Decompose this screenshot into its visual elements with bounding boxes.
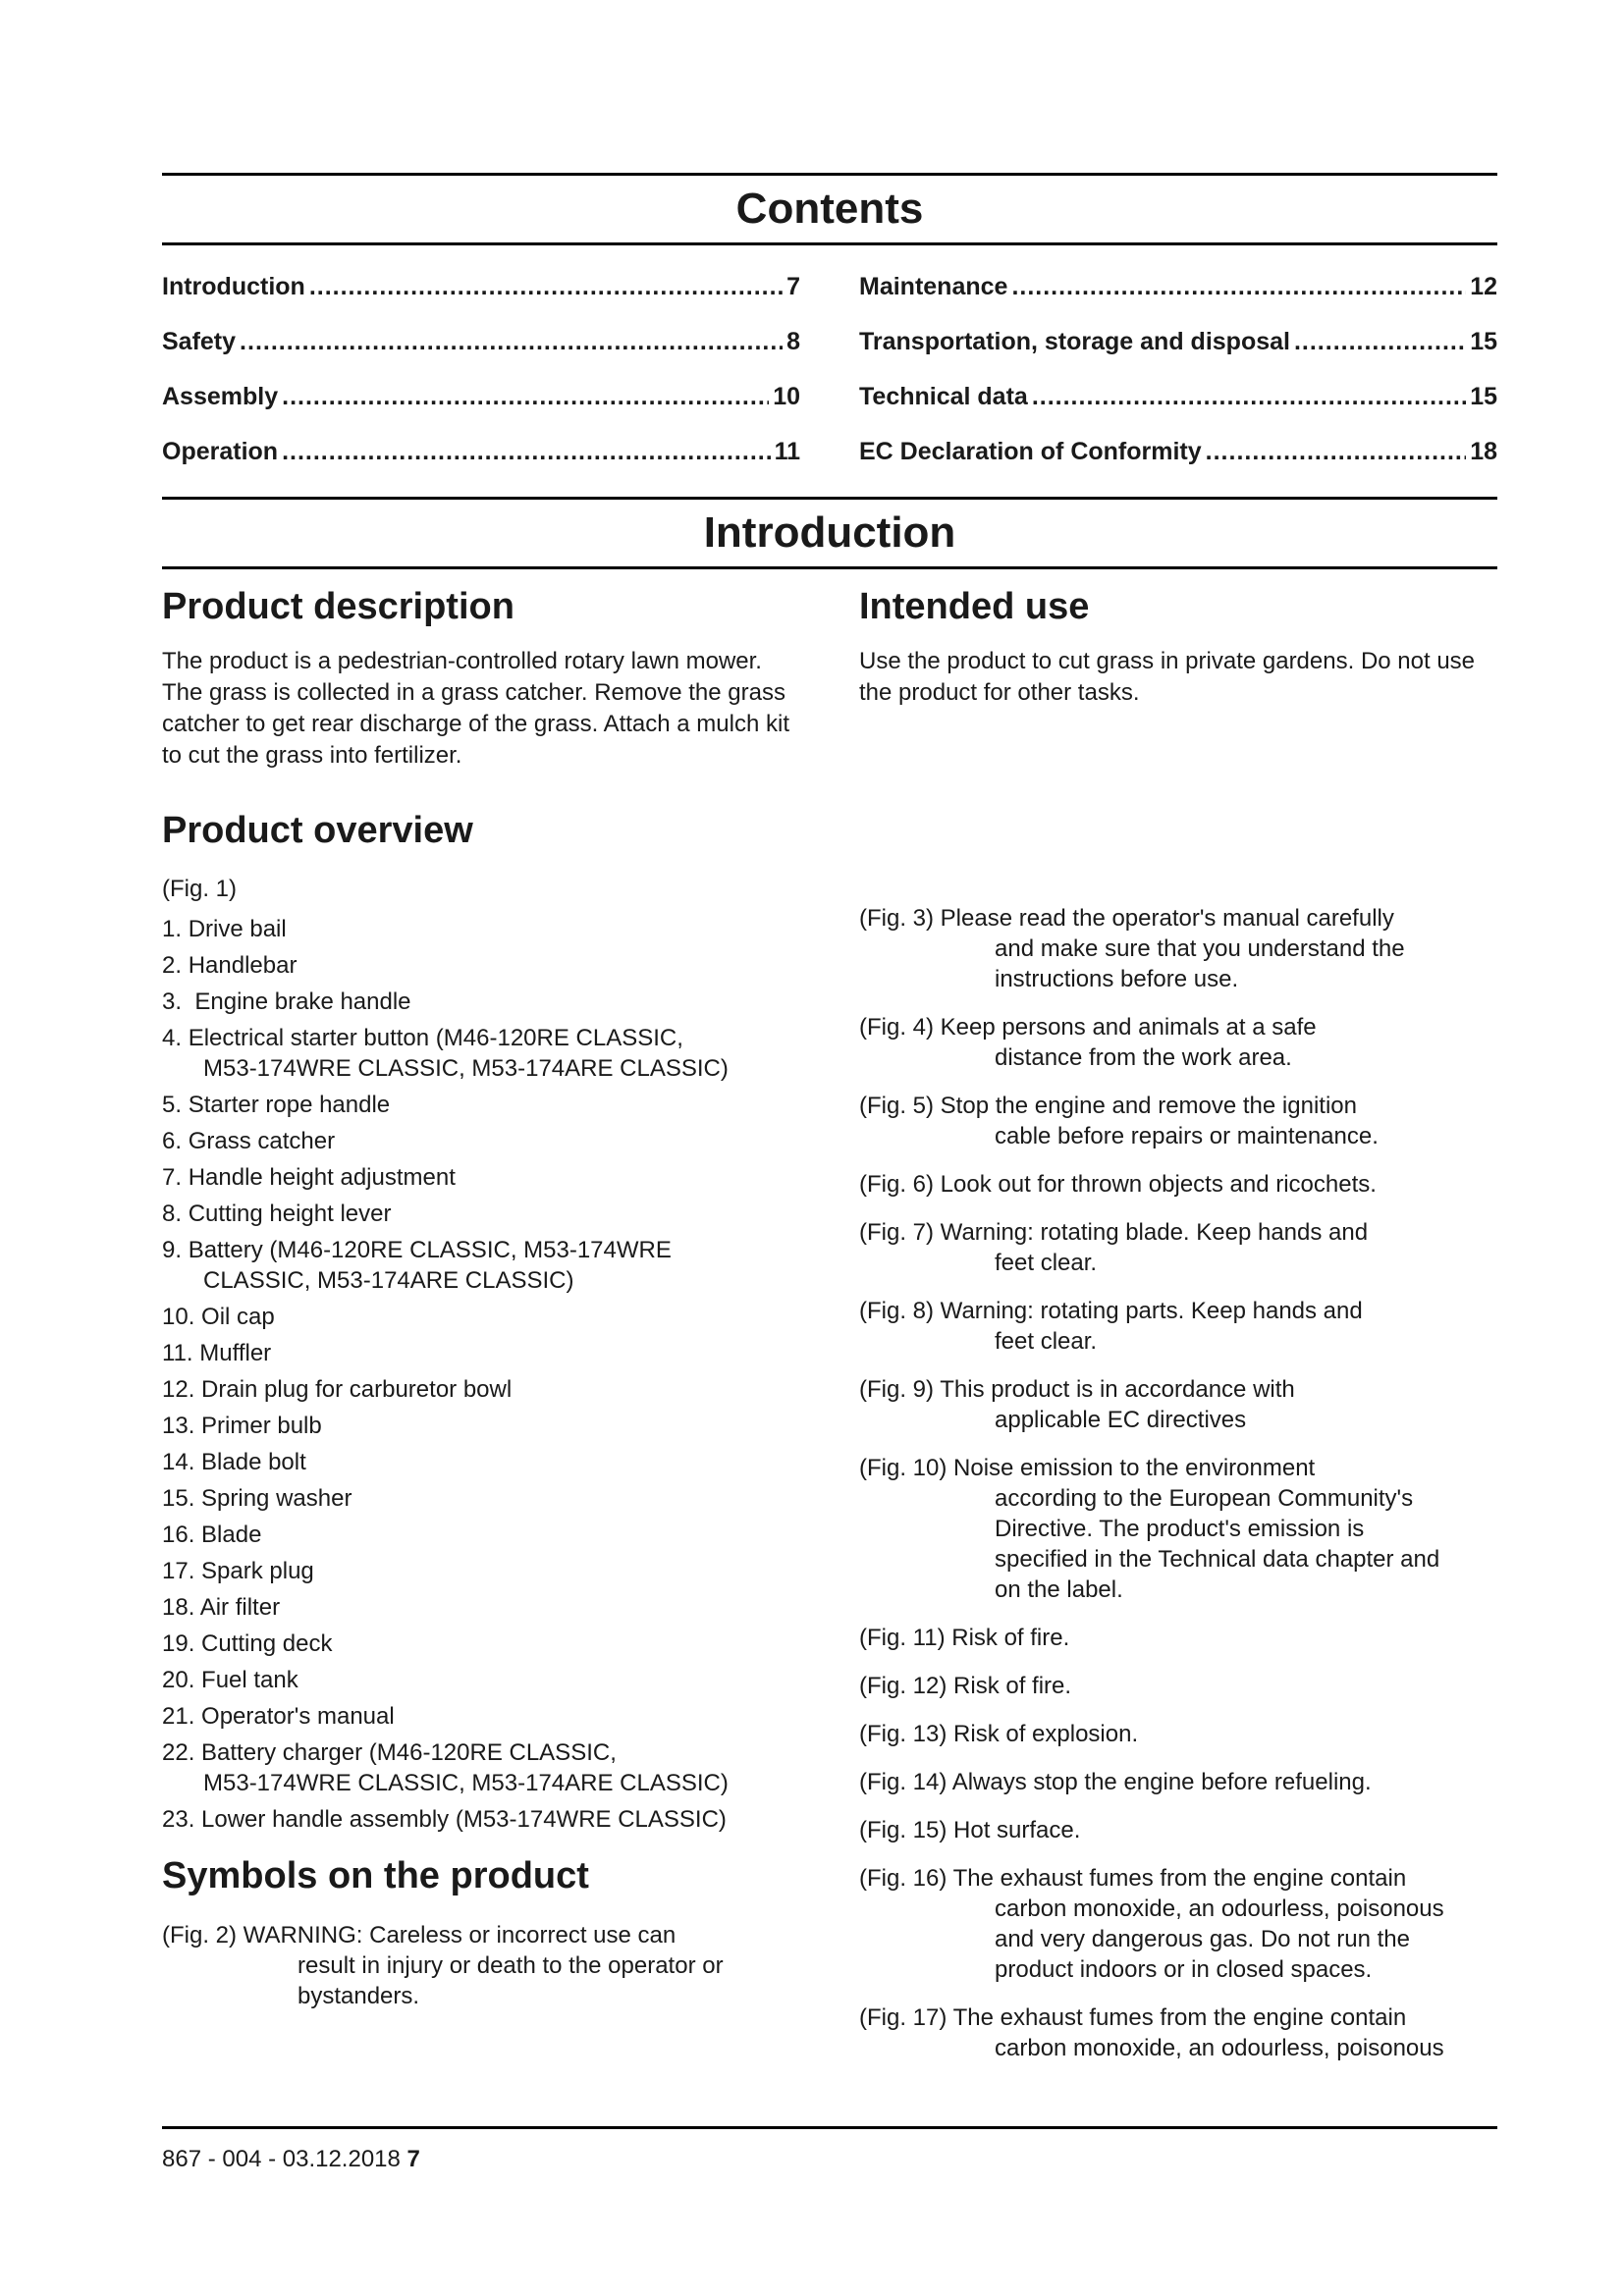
overview-list-item bbox=[162, 914, 800, 944]
toc-dot-leader bbox=[240, 314, 783, 369]
overview-item-number: 17. bbox=[162, 1557, 202, 1584]
symbol-description-continued-line: carbon monoxide, an odourless, poisonous bbox=[995, 2034, 1444, 2061]
product-overview-list bbox=[162, 914, 800, 1835]
overview-list-item bbox=[162, 1556, 800, 1586]
overview-item-number: 8. bbox=[162, 1200, 189, 1227]
overview-list-item bbox=[162, 1737, 800, 1798]
overview-item-number: 16. bbox=[162, 1521, 202, 1548]
toc-item-label: Safety bbox=[162, 328, 237, 355]
toc-dot-leader bbox=[1032, 369, 1466, 424]
overview-list-item bbox=[162, 1199, 800, 1229]
overview-item-number: 3. bbox=[162, 988, 195, 1015]
symbol-description bbox=[859, 1296, 1497, 1357]
toc-item[interactable] bbox=[859, 369, 1497, 424]
toc-dot-leader bbox=[1294, 314, 1466, 369]
overview-list-item bbox=[162, 1090, 800, 1120]
overview-item-text: Fuel tank bbox=[201, 1666, 298, 1693]
symbol-description bbox=[859, 1815, 1497, 1845]
left-column bbox=[162, 587, 800, 2081]
overview-list-item bbox=[162, 1411, 800, 1441]
overview-item-number: 4. bbox=[162, 1024, 189, 1051]
symbol-description-first-line: (Fig. 14) Always stop the engine before refueling. bbox=[859, 1768, 1372, 1795]
symbol-description-continued-line: distance from the work area. bbox=[995, 1043, 1292, 1071]
symbol-description-first-line: (Fig. 10) Noise emission to the environment bbox=[859, 1454, 1316, 1481]
toc-item-label: Maintenance bbox=[859, 273, 1008, 300]
overview-list-item bbox=[162, 1235, 800, 1296]
table-of-contents bbox=[162, 245, 1497, 497]
symbol-description bbox=[859, 1374, 1497, 1435]
toc-item[interactable] bbox=[162, 314, 800, 369]
overview-item-number: 6. bbox=[162, 1127, 189, 1154]
overview-item-text: Oil cap bbox=[201, 1303, 275, 1330]
overview-item-number: 18. bbox=[162, 1593, 200, 1621]
overview-list-item bbox=[162, 1483, 800, 1514]
symbol-description-continued-line: carbon monoxide, an odourless, poisonous bbox=[995, 1895, 1444, 1922]
symbol-description bbox=[859, 2002, 1497, 2063]
symbol-description-continued-line: and make sure that you understand the bbox=[995, 934, 1405, 962]
symbol-description-continued-line: feet clear. bbox=[995, 1327, 1098, 1355]
toc-item-label: Assembly bbox=[162, 383, 279, 410]
toc-dot-leader bbox=[282, 424, 770, 479]
toc-item-page: 18 bbox=[1470, 438, 1497, 465]
overview-item-text: Cutting height lever bbox=[188, 1200, 392, 1227]
footer-rule bbox=[162, 2126, 1497, 2129]
toc-item-page: 15 bbox=[1470, 383, 1497, 410]
product-overview-heading: Product overview bbox=[162, 809, 473, 851]
overview-item-text: Primer bulb bbox=[201, 1412, 322, 1439]
overview-item-number: 1. bbox=[162, 915, 189, 942]
symbol-description-continued-line: Directive. The product's emission is bbox=[995, 1515, 1365, 1542]
symbol-description bbox=[859, 1671, 1497, 1701]
overview-item-number: 22. bbox=[162, 1738, 202, 1766]
right-column bbox=[859, 587, 1497, 2081]
overview-item-text: Spring washer bbox=[201, 1484, 352, 1512]
toc-item-label: Introduction bbox=[162, 273, 305, 300]
overview-item-text: Battery (M46-120RE CLASSIC, M53-174WRE bbox=[188, 1236, 672, 1263]
symbol-description bbox=[859, 1719, 1497, 1749]
overview-item-number: 2. bbox=[162, 951, 189, 979]
overview-item-text: Blade bbox=[201, 1521, 262, 1548]
overview-list-item bbox=[162, 1023, 800, 1084]
overview-item-text: Air filter bbox=[199, 1593, 281, 1621]
overview-item-number: 9. bbox=[162, 1236, 189, 1263]
symbol-description-first-line: (Fig. 9) This product is in accordance with bbox=[859, 1375, 1295, 1403]
symbol-description-first-line: (Fig. 8) Warning: rotating parts. Keep hands and bbox=[859, 1297, 1363, 1324]
overview-item-number: 10. bbox=[162, 1303, 202, 1330]
overview-item-text-continued: M53-174WRE CLASSIC, M53-174ARE CLASSIC) bbox=[203, 1054, 729, 1082]
symbols-heading: Symbols on the product bbox=[162, 1854, 589, 1896]
overview-item-text: Grass catcher bbox=[188, 1127, 336, 1154]
overview-item-text: Operator's manual bbox=[201, 1702, 395, 1730]
symbols-left-list bbox=[162, 1920, 800, 2011]
symbol-description-continued-line: according to the European Community's bbox=[995, 1484, 1414, 1512]
symbol-description bbox=[859, 1091, 1497, 1151]
introduction-bottom-rule bbox=[162, 566, 1497, 569]
symbol-description bbox=[162, 1920, 800, 2011]
overview-list-item bbox=[162, 1374, 800, 1405]
symbol-description-first-line: (Fig. 7) Warning: rotating blade. Keep hands and bbox=[859, 1218, 1369, 1246]
product-overview-fig-ref: (Fig. 1) bbox=[162, 875, 238, 902]
symbol-description-first-line: (Fig. 12) Risk of fire. bbox=[859, 1672, 1072, 1699]
overview-item-text: Cutting deck bbox=[201, 1629, 333, 1657]
overview-list-item bbox=[162, 1629, 800, 1659]
overview-list-item bbox=[162, 1162, 800, 1193]
overview-list-item bbox=[162, 1126, 800, 1156]
toc-item-page: 11 bbox=[774, 438, 800, 465]
symbol-description bbox=[859, 1453, 1497, 1605]
toc-item[interactable] bbox=[162, 259, 800, 314]
overview-list-item bbox=[162, 1520, 800, 1550]
overview-item-text-continued: CLASSIC, M53-174ARE CLASSIC) bbox=[203, 1266, 574, 1294]
toc-item[interactable] bbox=[859, 314, 1497, 369]
toc-item[interactable] bbox=[162, 424, 800, 479]
overview-item-text: Handle height adjustment bbox=[188, 1163, 456, 1191]
symbol-description-first-line: (Fig. 16) The exhaust fumes from the engine contain bbox=[859, 1864, 1407, 1892]
toc-item[interactable] bbox=[859, 259, 1497, 314]
overview-list-item bbox=[162, 1447, 800, 1477]
overview-list-item bbox=[162, 1665, 800, 1695]
overview-list-item bbox=[162, 1804, 800, 1835]
overview-item-number: 14. bbox=[162, 1448, 202, 1475]
symbol-description bbox=[859, 1217, 1497, 1278]
footer-doc-ref: 867 - 004 - 03.12.2018 bbox=[162, 2146, 401, 2172]
overview-item-text: Muffler bbox=[199, 1339, 272, 1366]
overview-item-text: Blade bolt bbox=[201, 1448, 306, 1475]
symbol-description-first-line: (Fig. 11) Risk of fire. bbox=[859, 1624, 1070, 1651]
toc-dot-leader bbox=[309, 259, 783, 314]
intended-use-text: Use the product to cut grass in private gardens. Do not use the product for other tasks. bbox=[859, 647, 1476, 706]
symbol-description-continued-line: cable before repairs or maintenance. bbox=[995, 1122, 1379, 1149]
introduction-body bbox=[162, 587, 1497, 2081]
symbol-description-first-line: (Fig. 2) WARNING: Careless or incorrect use can bbox=[162, 1922, 677, 1949]
overview-item-number: 7. bbox=[162, 1163, 189, 1191]
overview-item-number: 21. bbox=[162, 1702, 202, 1730]
symbol-description-first-line: (Fig. 6) Look out for thrown objects and ricochets. bbox=[859, 1170, 1377, 1198]
toc-item-label: EC Declaration of Conformity bbox=[859, 438, 1202, 465]
overview-list-item bbox=[162, 1592, 800, 1623]
symbol-description-first-line: (Fig. 15) Hot surface. bbox=[859, 1816, 1081, 1843]
overview-item-text: Engine brake handle bbox=[194, 988, 411, 1015]
toc-item-page: 10 bbox=[773, 383, 800, 410]
symbol-description-continued-line: applicable EC directives bbox=[995, 1406, 1247, 1433]
toc-dot-leader bbox=[282, 369, 769, 424]
overview-item-number: 15. bbox=[162, 1484, 202, 1512]
overview-list-item bbox=[162, 1338, 800, 1368]
overview-item-number: 20. bbox=[162, 1666, 202, 1693]
symbol-description bbox=[859, 903, 1497, 994]
toc-item-label: Technical data bbox=[859, 383, 1028, 410]
symbol-description-first-line: (Fig. 3) Please read the operator's manual carefully bbox=[859, 904, 1394, 932]
overview-item-text: Lower handle assembly (M53-174WRE CLASSIC) bbox=[201, 1805, 727, 1833]
overview-item-number: 5. bbox=[162, 1091, 189, 1118]
overview-item-text: Drive bail bbox=[188, 915, 287, 942]
symbol-description-continued-line: result in injury or death to the operator or bbox=[298, 1952, 724, 1980]
overview-item-number: 13. bbox=[162, 1412, 202, 1439]
toc-item[interactable] bbox=[162, 369, 800, 424]
overview-item-number: 19. bbox=[162, 1629, 202, 1657]
symbol-description-continued-line: on the label. bbox=[995, 1575, 1123, 1603]
symbol-description-continued-line: product indoors or in closed spaces. bbox=[995, 1955, 1373, 1983]
overview-item-number: 23. bbox=[162, 1805, 202, 1833]
symbol-description-continued-line: instructions before use. bbox=[995, 965, 1239, 992]
overview-item-text: Battery charger (M46-120RE CLASSIC, bbox=[201, 1738, 617, 1766]
toc-item[interactable] bbox=[859, 424, 1497, 479]
symbol-description bbox=[859, 1169, 1497, 1200]
symbol-description bbox=[859, 1863, 1497, 1985]
product-description-heading: Product description bbox=[162, 586, 514, 627]
contents-top-rule bbox=[162, 173, 1497, 176]
overview-list-item bbox=[162, 950, 800, 981]
symbol-description-continued-line: bystanders. bbox=[298, 1983, 420, 2010]
overview-item-number: 11. bbox=[162, 1339, 200, 1366]
introduction-title: Introduction bbox=[703, 508, 956, 557]
overview-item-text-continued: M53-174WRE CLASSIC, M53-174ARE CLASSIC) bbox=[203, 1769, 729, 1796]
toc-item-page: 7 bbox=[786, 273, 800, 300]
overview-item-number: 12. bbox=[162, 1375, 202, 1403]
intended-use-heading: Intended use bbox=[859, 586, 1090, 627]
overview-list-item bbox=[162, 1701, 800, 1732]
symbol-description-first-line: (Fig. 13) Risk of explosion. bbox=[859, 1720, 1139, 1747]
symbol-description bbox=[859, 1623, 1497, 1653]
overview-list-item bbox=[162, 1302, 800, 1332]
symbol-description-first-line: (Fig. 17) The exhaust fumes from the engine contain bbox=[859, 2003, 1407, 2031]
toc-item-label: Operation bbox=[162, 438, 279, 465]
symbols-right-list bbox=[859, 903, 1497, 2063]
symbol-description bbox=[859, 1012, 1497, 1073]
footer-page-number: 7 bbox=[406, 2146, 420, 2172]
toc-item-page: 12 bbox=[1470, 273, 1497, 300]
toc-item-page: 15 bbox=[1470, 328, 1497, 355]
overview-item-text: Handlebar bbox=[188, 951, 298, 979]
introduction-top-rule bbox=[162, 497, 1497, 500]
toc-item-page: 8 bbox=[786, 328, 800, 355]
symbol-description-first-line: (Fig. 5) Stop the engine and remove the ignition bbox=[859, 1092, 1357, 1119]
toc-dot-leader bbox=[1011, 259, 1466, 314]
page-footer bbox=[162, 2146, 420, 2173]
symbol-description-continued-line: specified in the Technical data chapter and bbox=[995, 1545, 1440, 1573]
overview-list-item bbox=[162, 987, 800, 1017]
overview-item-text: Spark plug bbox=[201, 1557, 314, 1584]
overview-item-text: Starter rope handle bbox=[188, 1091, 391, 1118]
symbol-description bbox=[859, 1767, 1497, 1797]
overview-item-text: Drain plug for carburetor bowl bbox=[201, 1375, 513, 1403]
toc-dot-leader bbox=[1206, 424, 1467, 479]
product-description-text: The product is a pedestrian-controlled rotary lawn mower. The grass is collected in a grass catcher. Remove the grass catcher to get rear discharge of the grass. Attach a mulch kit to cut the grass into fertilizer. bbox=[162, 647, 789, 769]
symbol-description-continued-line: feet clear. bbox=[995, 1249, 1098, 1276]
manual-page bbox=[162, 173, 1497, 2081]
overview-item-text: Electrical starter button (M46-120RE CLASSIC, bbox=[188, 1024, 683, 1051]
symbol-description-first-line: (Fig. 4) Keep persons and animals at a safe bbox=[859, 1013, 1317, 1041]
toc-item-label: Transportation, storage and disposal bbox=[859, 328, 1290, 355]
symbol-description-continued-line: and very dangerous gas. Do not run the bbox=[995, 1925, 1410, 1952]
contents-title: Contents bbox=[735, 185, 924, 233]
